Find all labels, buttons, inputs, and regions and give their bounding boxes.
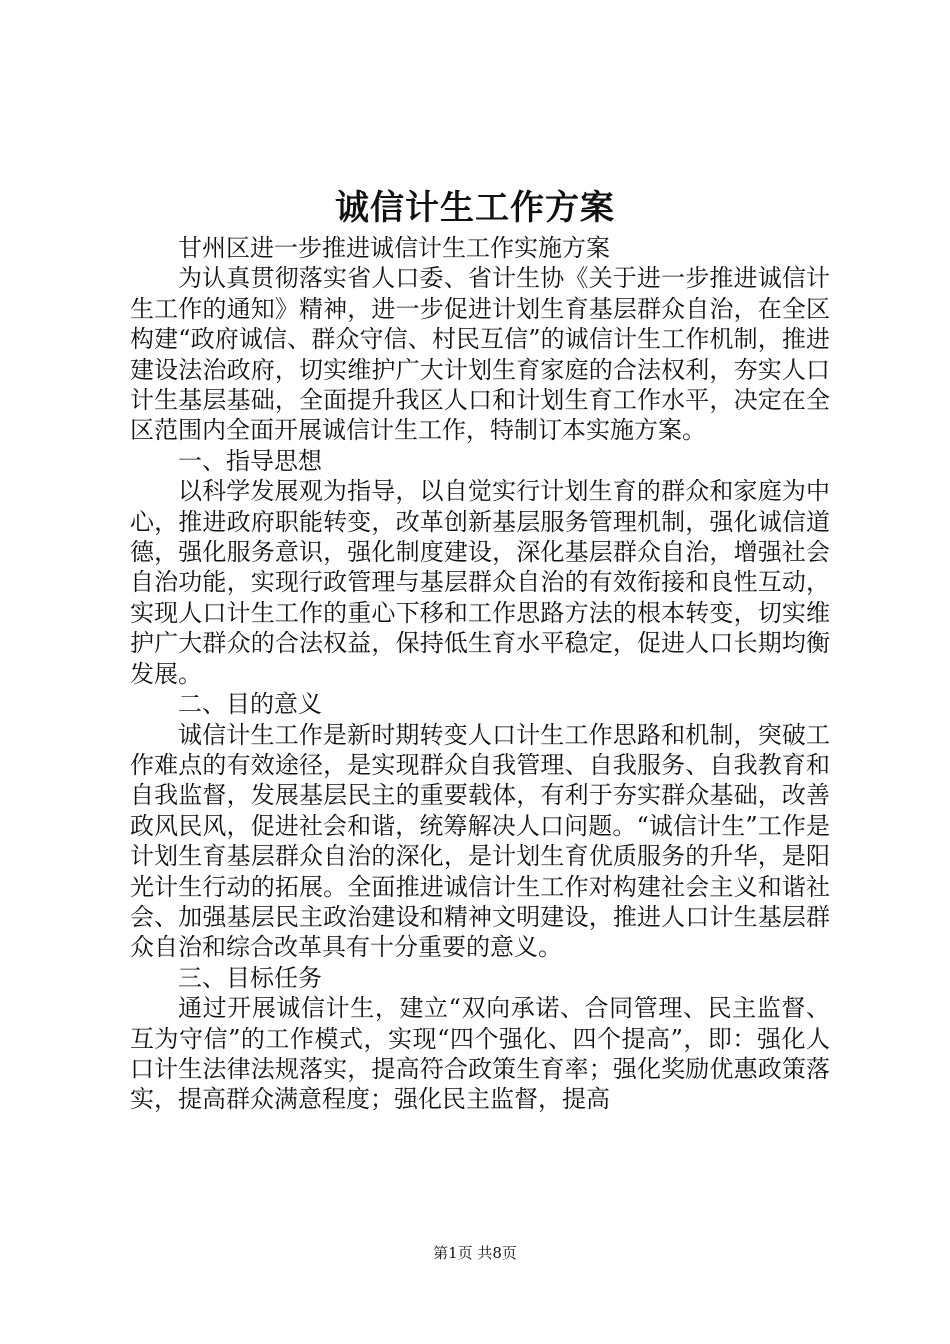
subtitle-paragraph: 甘州区进一步推进诚信计生工作实施方案: [178, 234, 610, 262]
page-footer: 第1页 共8页: [433, 1244, 517, 1262]
document-title: 诚信计生工作方案: [335, 188, 615, 228]
document-body: [130, 233, 830, 1115]
goals-tasks-paragraph: 通过开展诚信计生，建立“双向承诺、合同管理、民主监督、互为守信”的工作模式，实现“四个强化、四个提高”，即：强化人口计生法律法规落实，提高符合政策生育率；强化奖励优惠政策落实，提高群众满意程度；强化民主监督，提高: [130, 994, 830, 1114]
intro-paragraph: 为认真贯彻落实省人口委、省计生协《关于进一步推进诚信计生工作的通知》精神，进一步促进计划生育基层群众自治，在全区构建“政府诚信、群众守信、村民互信”的诚信计生工作机制，推进建设法治政府，切实维护广大计划生育家庭的合法权利，夯实人口计生基层基础，全面提升我区人口和计划生育工作水平，决定在全区范围内全面开展诚信计生工作，特制订本实施方案。: [130, 264, 830, 445]
purpose-significance-paragraph: 诚信计生工作是新时期转变人口计生工作思路和机制，突破工作难点的有效途径，是实现群众自我管理、自我服务、自我教育和自我监督，发展基层民主的重要载体，有利于夯实群众基础，改善政风民风，促进社会和谐，统筹解决人口问题。“诚信计生”工作是计划生育基层群众自治的深化，是计划生育优质服务的升华，是阳光计生行动的拓展。全面推进诚信计生工作对构建社会主义和谐社会、加强基层民主政治建设和精神文明建设，推进人口计生基层群众自治和综合改革具有十分重要的意义。: [130, 720, 830, 962]
section-heading-purpose-significance: 二、目的意义: [178, 690, 322, 719]
section-heading-goals-tasks: 三、目标任务: [178, 963, 322, 992]
guiding-ideology-paragraph: 以科学发展观为指导，以自觉实行计划生育的群众和家庭为中心，推进政府职能转变，改革创新基层服务管理机制，强化诚信道德，强化服务意识，强化制度建设，深化基层群众自治，增强社会自治功能，实现行政管理与基层群众自治的有效衔接和良性互动，实现人口计生工作的重心下移和工作思路方法的根本转变，切实维护广大群众的合法权益，保持低生育水平稳定，促进人口长期均衡发展。: [130, 477, 830, 688]
section-heading-guiding-ideology: 一、指导思想: [178, 446, 322, 475]
